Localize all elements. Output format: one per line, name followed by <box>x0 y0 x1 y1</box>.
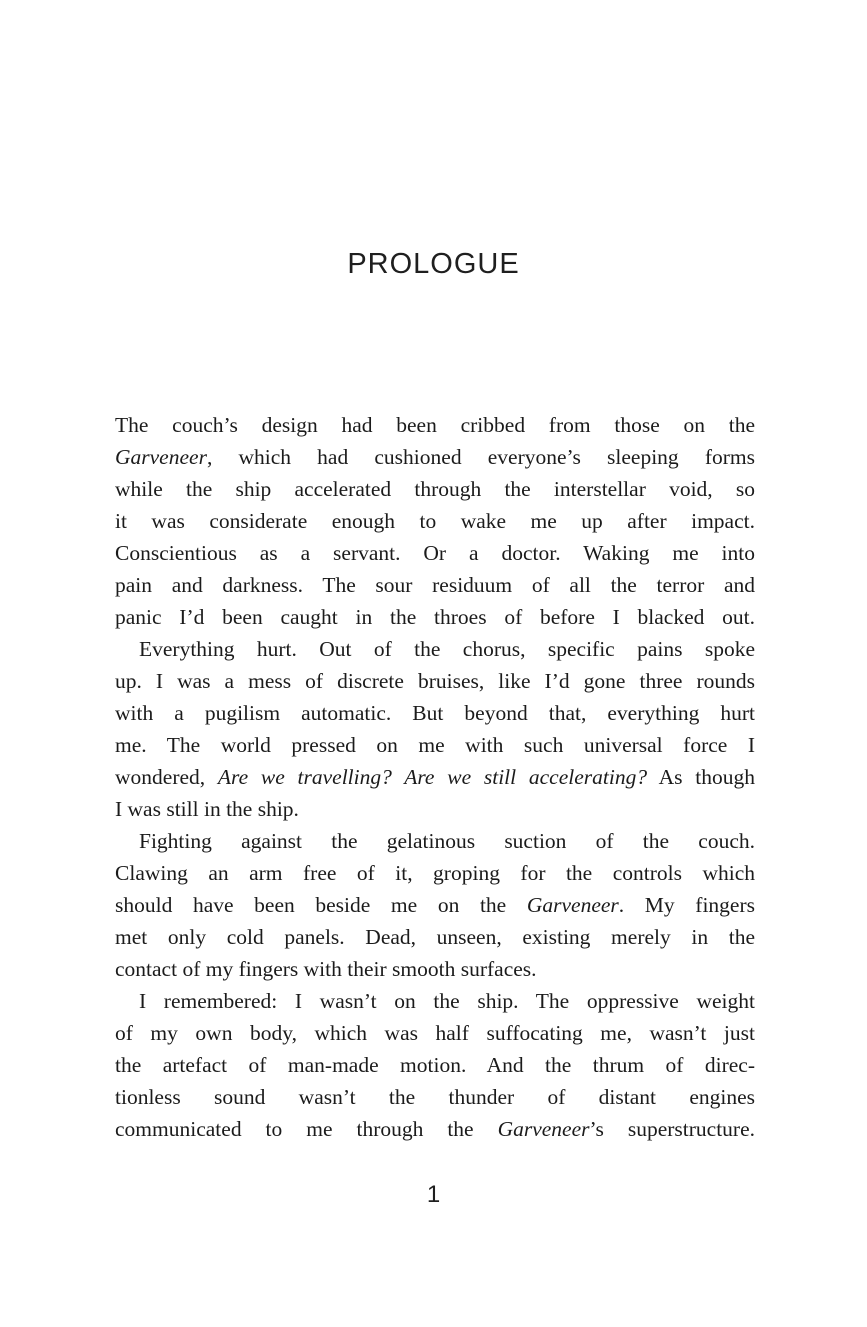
text-segment: I was still in the ship. <box>115 797 299 821</box>
body-line <box>115 985 755 1017</box>
body-line <box>115 697 755 729</box>
body-line <box>115 761 755 793</box>
text-segment: of my own body, which was half suffocating me, wasn’t just <box>115 1021 755 1045</box>
text-segment: tionless sound wasn’t the thunder of distant engines <box>115 1085 755 1109</box>
italic-text: Garveneer <box>115 445 207 469</box>
text-segment: ’s superstructure. <box>589 1117 755 1141</box>
body-line <box>115 409 755 441</box>
page-number: 1 <box>426 1181 441 1208</box>
italic-text: Garveneer <box>497 1117 590 1141</box>
text-segment: The couch’s design had been cribbed from those on the <box>115 413 755 437</box>
text-segment: Conscientious as a servant. Or a doctor. Waking me into <box>115 541 755 565</box>
text-segment: contact of my fingers with their smooth surfaces. <box>115 957 537 981</box>
text-segment: As though <box>647 765 756 789</box>
italic-text: Are we travelling? Are we still accelerating? <box>217 765 648 789</box>
body-line <box>115 441 755 473</box>
text-segment: the artefact of man-made motion. And the thrum of direc- <box>115 1053 755 1077</box>
body-line <box>115 825 755 857</box>
text-segment: panic I’d been caught in the throes of before I blacked out. <box>115 605 755 629</box>
text-segment: Fighting against the gelatinous suction of the couch. <box>139 829 755 853</box>
body-line <box>115 857 755 889</box>
body-text <box>115 409 755 1145</box>
body-line <box>115 953 755 985</box>
text-segment: . My fingers <box>618 893 755 917</box>
text-segment: communicated to me through the <box>115 1117 498 1141</box>
text-segment: up. I was a mess of discrete bruises, like I’d gone three rounds <box>115 669 755 693</box>
text-segment: Clawing an arm free of it, groping for the controls which <box>115 861 755 885</box>
body-line <box>115 569 755 601</box>
text-segment: wondered, <box>115 765 218 789</box>
text-segment: while the ship accelerated through the interstellar void, so <box>115 477 755 501</box>
body-line <box>115 473 755 505</box>
text-segment: Everything hurt. Out of the chorus, specific pains spoke <box>139 637 755 661</box>
body-line <box>115 505 755 537</box>
body-line <box>115 793 755 825</box>
text-segment: it was considerate enough to wake me up after impact. <box>115 509 755 533</box>
text-segment: pain and darkness. The sour residuum of all the terror and <box>115 573 755 597</box>
text-segment: I remembered: I wasn’t on the ship. The oppressive weight <box>139 989 755 1013</box>
body-line <box>115 1049 755 1081</box>
chapter-heading: PROLOGUE <box>347 248 520 280</box>
italic-text: Garveneer <box>526 893 619 917</box>
body-line <box>115 665 755 697</box>
text-segment: met only cold panels. Dead, unseen, existing merely in the <box>115 925 755 949</box>
body-line <box>115 729 755 761</box>
body-line <box>115 601 755 633</box>
body-line <box>115 537 755 569</box>
text-segment: should have been beside me on the <box>115 893 527 917</box>
body-line <box>115 1081 755 1113</box>
body-line <box>115 633 755 665</box>
body-line <box>115 1113 755 1145</box>
text-segment: , which had cushioned everyone’s sleeping forms <box>206 445 755 469</box>
body-line <box>115 889 755 921</box>
text-segment: me. The world pressed on me with such universal force I <box>115 733 755 757</box>
text-segment: with a pugilism automatic. But beyond that, everything hurt <box>115 701 755 725</box>
body-line <box>115 921 755 953</box>
body-line <box>115 1017 755 1049</box>
